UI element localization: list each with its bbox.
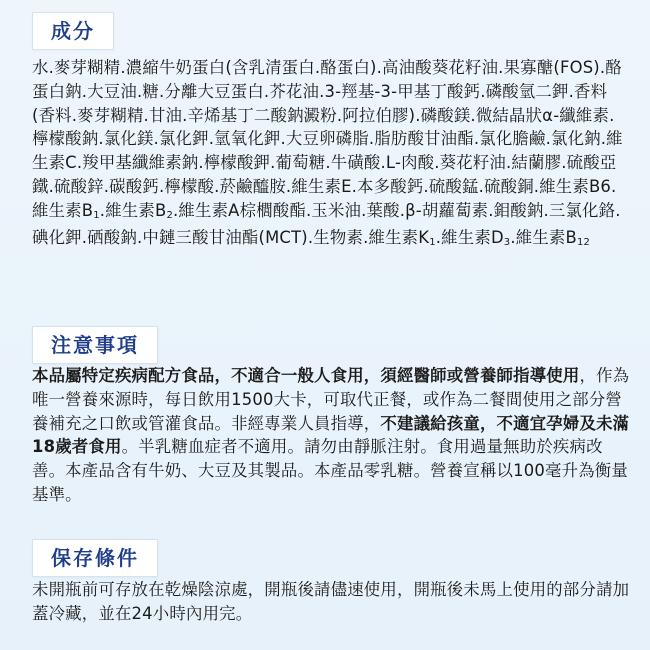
ingredients-main-text: 水.麥芽糊精.濃縮牛奶蛋白(含乳清蛋白.酪蛋白).高油酸葵花籽油.果寡醣(FOS).酪蛋白鈉.大豆油.糖.分離大豆蛋白.芥花油.3-羥基-3-甲基丁酸鈣.磷酸氫二鉀.香料(香料.麥芽糊精.甘油.辛烯基丁二酸鈉澱粉.阿拉伯膠).磷酸鎂.微結晶狀α-纖維素.檸檬酸鈉.氯化鎂.氯化鉀.氫氧化鉀.大豆卵磷脂.脂肪酸甘油酯.氯化膽鹼.氯化鈉.維生素C.羧甲基纖維素鈉.檸檬酸鉀.葡萄糖.牛磺酸.L-肉酸.葵花籽油.結蘭膠.硫酸亞鐵.硫酸鋅.碳酸鈣.檸檬酸.菸鹼醯胺.維生素E.本多酸鈣.硫酸錳.硫酸銅.維生素B6.維生素 bbox=[32, 58, 623, 220]
ingredients-heading: 成分 bbox=[32, 12, 114, 50]
vitamin-b1-text: B bbox=[81, 200, 94, 220]
vitamin-b1-subscript: 1 bbox=[93, 209, 100, 221]
ingredients-middle-text: .維生素A棕櫚酸酯.玉米油.葉酸.β-胡蘿蔔素.鉬酸鈉.三氯化鉻.碘化鉀.硒酸鈉.中鏈三酸甘油酯(MCT).生物素.維生素K bbox=[32, 200, 621, 247]
notes-bold-warning-2: 不建議給孩童，不適宜孕婦及未滿18歲者食用 bbox=[32, 413, 630, 457]
storage-heading: 保存條件 bbox=[32, 539, 158, 577]
notes-text-1: ，作為唯一營養來源時，每日飲用1500大卡，可取代正餐，或作為二餐間使用之部分營養補充之口飲或管灌食品。非經專業人員指導， bbox=[32, 366, 630, 433]
notes-bold-warning-1: 本品屬特定疾病配方食品，不適合一般人食用，須經醫師或營養師指導使用 bbox=[32, 366, 580, 385]
vitamin-b2-subscript: 2 bbox=[166, 209, 173, 221]
notes-text-2: 。半乳糖血症者不適用。請勿由靜脈注射。食用過量無助於疾病改善。本產品含有牛奶、大豆及其製品。本產品零乳糖。營養宣稱以100毫升為衡量基準。 bbox=[32, 437, 628, 504]
vitamin-b2-text: .維生素B bbox=[99, 200, 167, 220]
vitamin-b12-text: .維生素B bbox=[510, 227, 577, 247]
vitamin-d3-text: .維生素D bbox=[435, 227, 504, 247]
notes-heading: 注意事項 bbox=[32, 326, 158, 364]
storage-text: 未開瓶前可存放在乾燥陰涼處，開瓶後請儘速使用，開瓶後未馬上使用的部分請加蓋冷藏，並在24小時內用完。 bbox=[32, 580, 630, 623]
vitamin-k1-subscript: 1 bbox=[429, 236, 436, 248]
notes-text bbox=[32, 364, 630, 507]
ingredients-text bbox=[32, 56, 630, 252]
vitamin-d3-subscript: 3 bbox=[503, 236, 511, 248]
vitamin-b12-subscript: 12 bbox=[576, 236, 591, 248]
